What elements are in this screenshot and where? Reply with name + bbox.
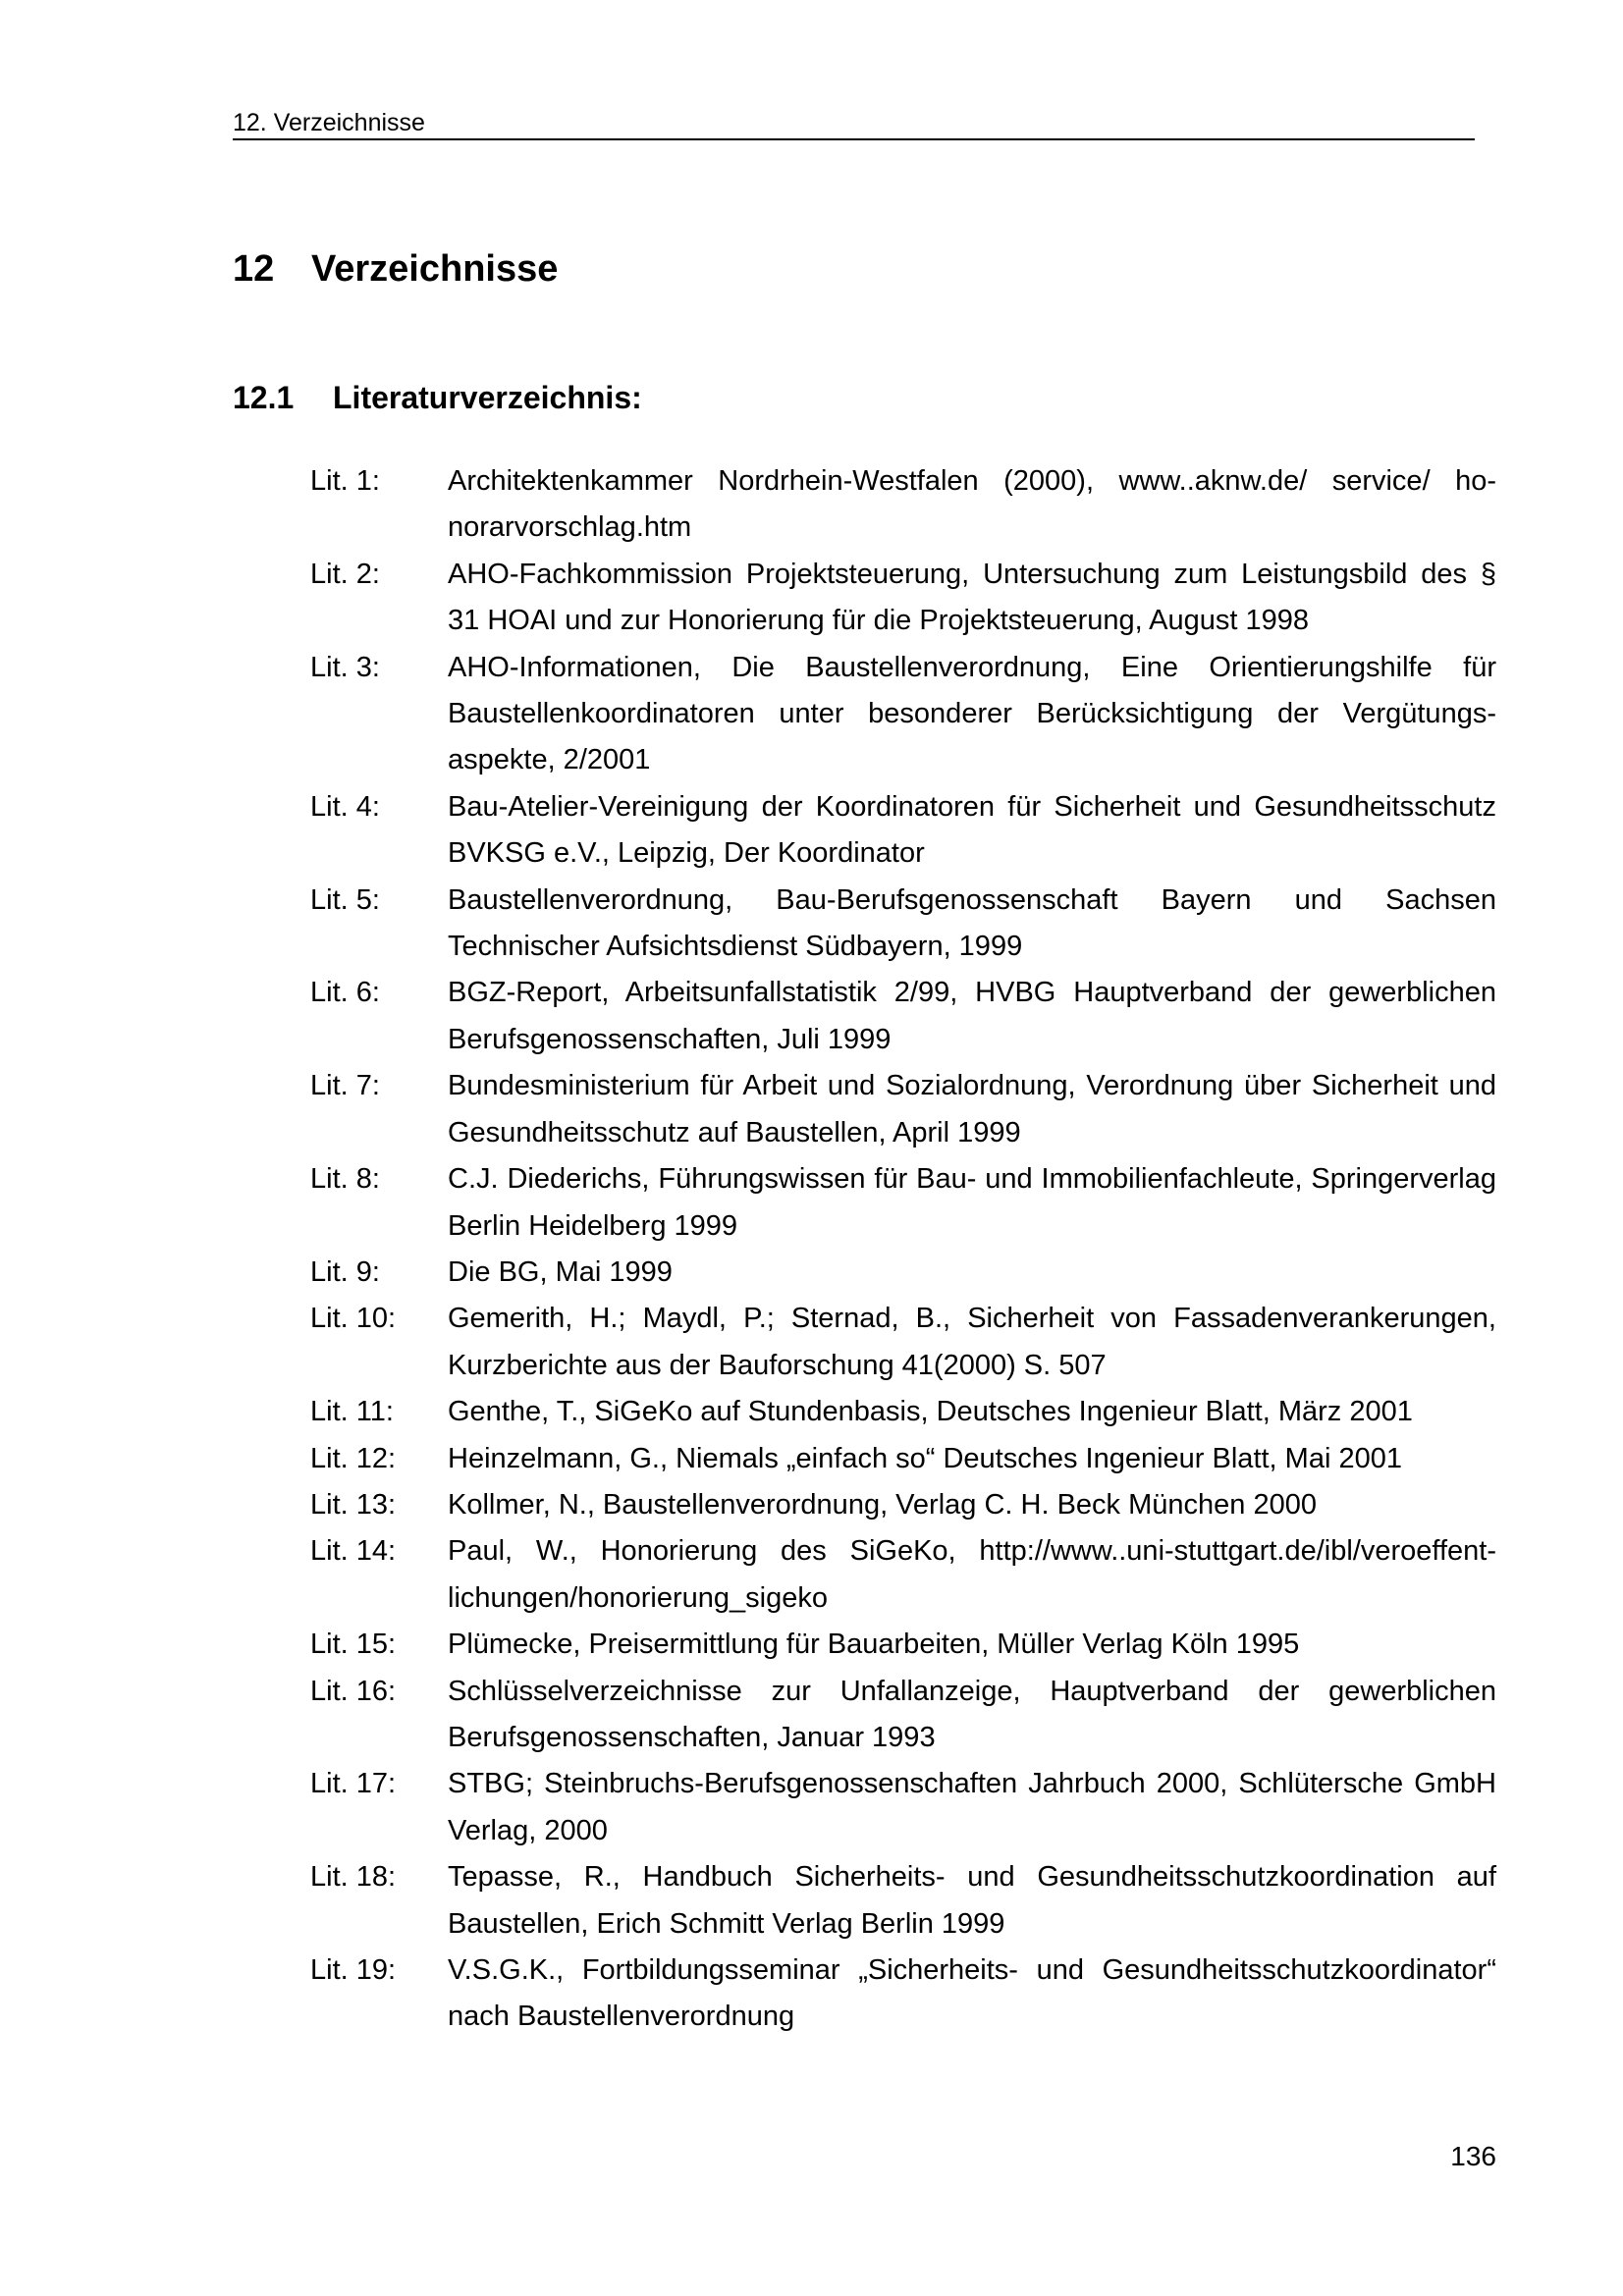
reference-label: Lit. 16: xyxy=(310,1675,397,1707)
reference-text: Plümecke, Preisermittlung für Bauarbeiten, Müller Verlag Köln 1995 xyxy=(448,1629,1300,1661)
reference-label: Lit. 7: xyxy=(310,1070,380,1102)
reference-item xyxy=(310,878,1496,971)
reference-label: Lit. 12: xyxy=(310,1442,397,1474)
reference-text: BGZ-Report, Arbeitsunfallstatistik 2/99, HVBG Hauptverband der gewerblichen Berufsgenossenschaften, Juli 1999 xyxy=(448,977,1496,1055)
reference-label: Lit. 4: xyxy=(310,790,380,823)
reference-text: Die BG, Mai 1999 xyxy=(448,1255,673,1288)
reference-label: Lit. 9: xyxy=(310,1255,380,1288)
reference-text: AHO-Fachkommission Projektsteuerung, Untersuchung zum Leistungsbild des § 31 HOAI und zur Honorierung für die Projektsteuerung, August 1998 xyxy=(448,558,1496,637)
reference-item xyxy=(310,1156,1496,1250)
chapter-title xyxy=(233,245,558,293)
reference-item xyxy=(310,1948,1496,2041)
reference-label: Lit. 8: xyxy=(310,1163,380,1196)
reference-text: Architektenkammer Nordrhein-Westfalen (2000), www..aknw.de/ service/ honorarvorschlag.htm xyxy=(448,465,1496,544)
page-number: 136 xyxy=(1450,2141,1496,2171)
reference-label: Lit. 10: xyxy=(310,1303,397,1335)
reference-text: Heinzelmann, G., Niemals „einfach so“ Deutsches Ingenieur Blatt, Mai 2001 xyxy=(448,1442,1402,1474)
reference-label: Lit. 5: xyxy=(310,883,380,916)
reference-label: Lit. 3: xyxy=(310,651,380,683)
reference-text: Paul, W., Honorierung des SiGeKo, http://www..uni-stuttgart.de/ibl/veroeffentlichungen/honorierung_sigeko xyxy=(448,1535,1496,1614)
reference-text: Bau-Atelier-Vereinigung der Koordinatoren für Sicherheit und Gesundheitsschutz BVKSG e.V., Leipzig, Der Koordinator xyxy=(448,790,1496,870)
reference-label: Lit. 6: xyxy=(310,977,380,1009)
reference-item xyxy=(310,552,1496,645)
reference-label: Lit. 14: xyxy=(310,1535,397,1568)
chapter-number: 12 xyxy=(233,248,275,290)
chapter-title-text: Verzeichnisse xyxy=(311,248,559,290)
reference-text: Tepasse, R., Handbuch Sicherheits- und Gesundheitsschutzkoordination auf Baustellen, Erich Schmitt Verlag Berlin 1999 xyxy=(448,1861,1496,1940)
reference-item xyxy=(310,1389,1496,1435)
reference-text: Kollmer, N., Baustellenverordnung, Verlag C. H. Beck München 2000 xyxy=(448,1488,1317,1521)
reference-text: STBG; Steinbruchs-Berufsgenossenschaften Jahrbuch 2000, Schlütersche GmbH Verlag, 2000 xyxy=(448,1768,1496,1846)
reference-item xyxy=(310,784,1496,878)
reference-item xyxy=(310,1063,1496,1156)
section-number: 12.1 xyxy=(233,380,295,415)
reference-text: AHO-Informationen, Die Baustellenverordnung, Eine Orientierungshilfe für Baustellenkoordinatoren unter besonderer Berücksichtigung der Vergütungsaspekte, 2/2001 xyxy=(448,651,1496,776)
reference-item xyxy=(310,1528,1496,1622)
section-title xyxy=(233,378,642,417)
reference-item xyxy=(310,1854,1496,1948)
reference-item xyxy=(310,1296,1496,1389)
reference-text: Bundesministerium für Arbeit und Sozialordnung, Verordnung über Sicherheit und Gesundheitsschutz auf Baustellen, April 1999 xyxy=(448,1070,1496,1148)
reference-label: Lit. 17: xyxy=(310,1768,397,1800)
reference-text: C.J. Diederichs, Führungswissen für Bau- und Immobilienfachleute, Springerverlag Berlin Heidelberg 1999 xyxy=(448,1163,1496,1242)
reference-text: Gemerith, H.; Maydl, P.; Sternad, B., Sicherheit von Fassadenverankerungen, Kurzberichte aus der Bauforschung 41(2000) S. 507 xyxy=(448,1303,1496,1381)
reference-label: Lit. 15: xyxy=(310,1629,397,1661)
running-header: 12. Verzeichnisse xyxy=(233,108,1475,140)
reference-item xyxy=(310,1436,1496,1482)
reference-item xyxy=(310,970,1496,1063)
reference-label: Lit. 19: xyxy=(310,1954,397,1986)
reference-text: Schlüsselverzeichnisse zur Unfallanzeige, Hauptverband der gewerblichen Berufsgenossenschaften, Januar 1993 xyxy=(448,1675,1496,1753)
reference-item xyxy=(310,1482,1496,1528)
section-title-text: Literaturverzeichnis: xyxy=(333,380,642,415)
reference-list xyxy=(310,458,1496,2041)
reference-item xyxy=(310,1622,1496,1668)
reference-item xyxy=(310,458,1496,552)
reference-text: Genthe, T., SiGeKo auf Stundenbasis, Deutsches Ingenieur Blatt, März 2001 xyxy=(448,1396,1413,1428)
reference-label: Lit. 18: xyxy=(310,1861,397,1894)
reference-text: V.S.G.K., Fortbildungsseminar „Sicherheits- und Gesundheitsschutzkoordinator“ nach Baustellenverordnung xyxy=(448,1954,1496,2033)
reference-item xyxy=(310,1761,1496,1854)
reference-item xyxy=(310,1250,1496,1296)
reference-item xyxy=(310,645,1496,784)
reference-label: Lit. 2: xyxy=(310,558,380,590)
reference-label: Lit. 11: xyxy=(310,1396,394,1428)
reference-text: Baustellenverordnung, Bau-Berufsgenossenschaft Bayern und Sachsen Technischer Aufsichtsdienst Südbayern, 1999 xyxy=(448,883,1496,963)
reference-label: Lit. 1: xyxy=(310,465,380,497)
reference-label: Lit. 13: xyxy=(310,1488,397,1521)
reference-item xyxy=(310,1669,1496,1762)
